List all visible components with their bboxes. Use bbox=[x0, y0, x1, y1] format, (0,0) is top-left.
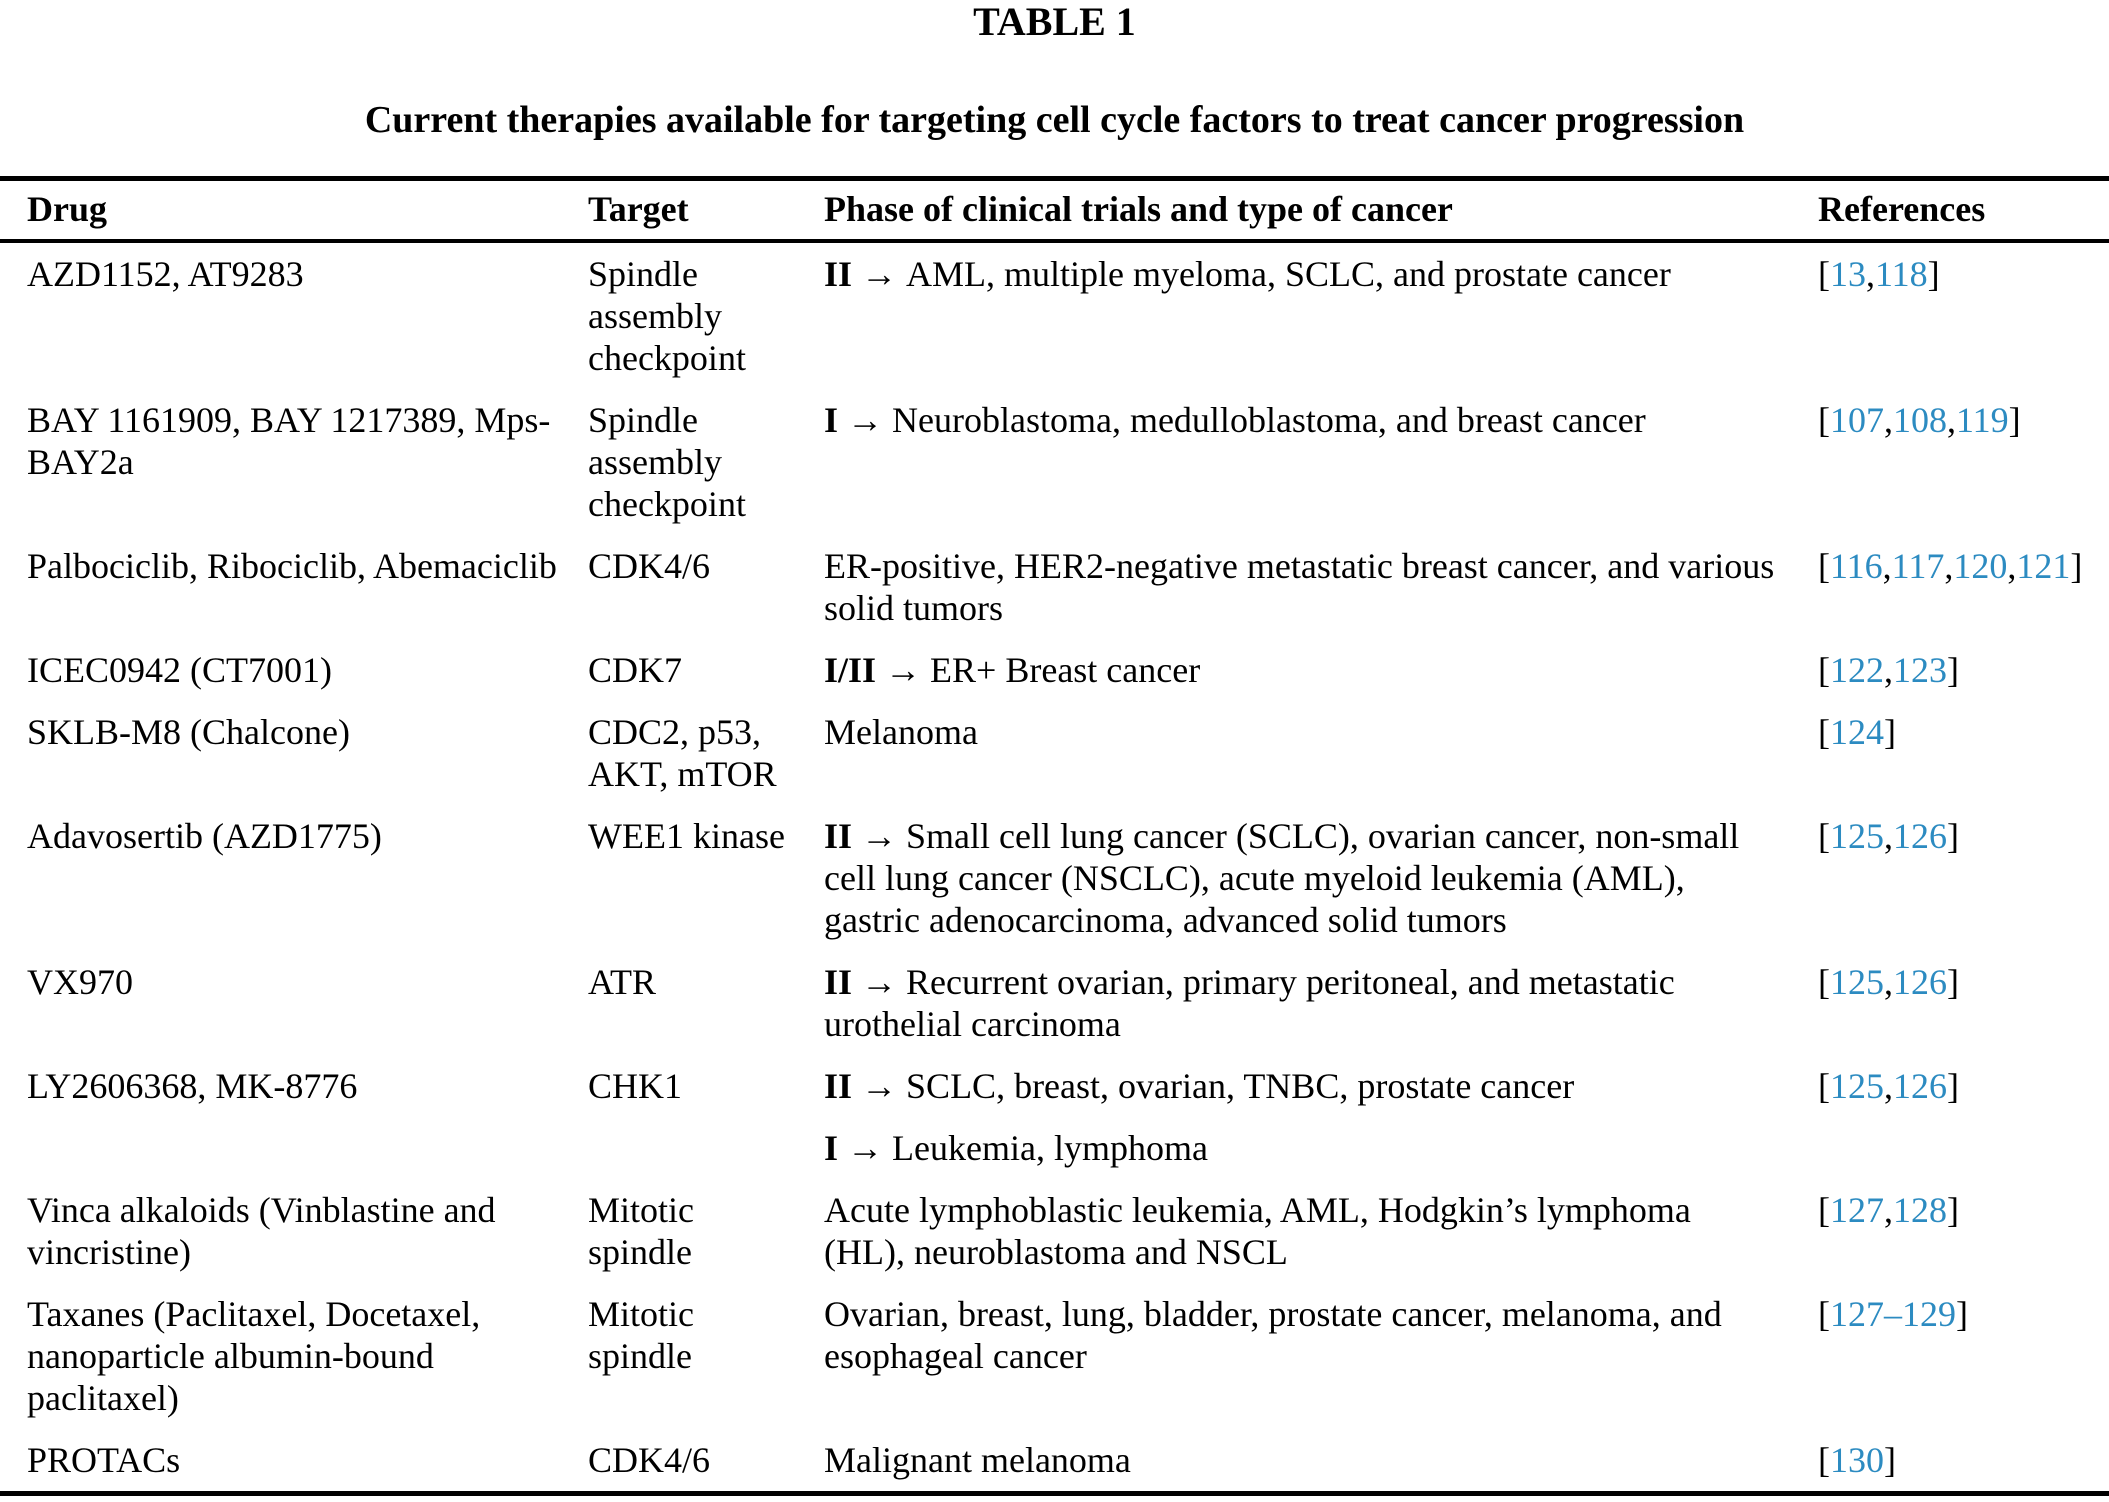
reference-link[interactable]: 127 bbox=[1830, 1190, 1884, 1230]
table-caption: Current therapies available for targeting cell cycle factors to treat cancer progression bbox=[364, 99, 1745, 141]
ref-separator: , bbox=[1944, 546, 1954, 586]
table-label: TABLE 1 bbox=[973, 0, 1136, 44]
phase-entry bbox=[824, 1189, 1779, 1273]
phase-text: Neuroblastoma, medulloblastoma, and breast cancer bbox=[892, 400, 1646, 440]
phase-text: Acute lymphoblastic leukemia, AML, Hodgkin’s lymphoma (HL), neuroblastoma and NSCL bbox=[824, 1190, 1691, 1272]
reference-link[interactable]: 125 bbox=[1830, 1066, 1884, 1106]
phase-numeral: I bbox=[824, 1128, 839, 1168]
ref-close-bracket: ] bbox=[1927, 254, 1940, 294]
phase-text: Small cell lung cancer (SCLC), ovarian cancer, non-small cell lung cancer (NSCLC), acute myeloid leukemia (AML), gastric adenocarcinoma, advanced solid tumors bbox=[824, 816, 1740, 940]
ref-close-bracket: ] bbox=[1947, 1190, 1959, 1230]
table-row bbox=[0, 241, 2109, 389]
ref-open-bracket: [ bbox=[1818, 1066, 1830, 1106]
reference-link[interactable]: 117 bbox=[1891, 546, 1945, 586]
drug-cell: Taxanes (Paclitaxel, Docetaxel, nanoparticle albumin-bound paclitaxel) bbox=[27, 1294, 481, 1418]
table-row bbox=[0, 1283, 2109, 1429]
phase-text: ER+ Breast cancer bbox=[930, 650, 1201, 690]
ref-separator: , bbox=[1884, 650, 1893, 690]
target-cell: CDK4/6 bbox=[588, 1440, 711, 1480]
references-cell bbox=[1818, 241, 2109, 389]
target-cell: WEE1 kinase bbox=[588, 816, 785, 856]
reference-link[interactable]: 116 bbox=[1830, 546, 1883, 586]
reference-link[interactable]: 13 bbox=[1830, 254, 1866, 294]
reference-link[interactable]: 123 bbox=[1893, 650, 1947, 690]
reference-link[interactable]: 126 bbox=[1893, 816, 1947, 856]
phase-arrow: → bbox=[861, 816, 898, 856]
phase-entry bbox=[824, 1439, 1779, 1481]
ref-open-bracket: [ bbox=[1818, 1190, 1830, 1230]
ref-close-bracket: ] bbox=[2008, 400, 2021, 440]
phase-arrow: → bbox=[861, 254, 898, 294]
table-body bbox=[0, 241, 2109, 1494]
reference-link[interactable]: 125 bbox=[1830, 962, 1884, 1002]
phase-text: AML, multiple myeloma, SCLC, and prostate cancer bbox=[906, 254, 1671, 294]
phase-entry bbox=[824, 711, 1779, 753]
phase-cell bbox=[824, 1283, 1818, 1429]
table-row bbox=[0, 639, 2109, 701]
reference-link[interactable]: 121 bbox=[2016, 546, 2071, 586]
target-cell: Mitotic spindle bbox=[588, 1294, 694, 1376]
references-cell bbox=[1818, 1283, 2109, 1429]
phase-entry bbox=[824, 649, 1779, 691]
reference-link[interactable]: 122 bbox=[1830, 650, 1884, 690]
references-cell bbox=[1818, 951, 2109, 1055]
phase-arrow: → bbox=[861, 962, 898, 1002]
phase-text: Recurrent ovarian, primary peritoneal, and metastatic urothelial carcinoma bbox=[824, 962, 1675, 1044]
ref-close-bracket: ] bbox=[1947, 1066, 1959, 1106]
references-cell bbox=[1818, 639, 2109, 701]
phase-entry bbox=[824, 253, 1779, 295]
reference-link[interactable]: 126 bbox=[1893, 1066, 1947, 1106]
phase-arrow: → bbox=[861, 1066, 898, 1106]
phase-text: Malignant melanoma bbox=[824, 1440, 1131, 1480]
drug-cell: LY2606368, MK-8776 bbox=[27, 1066, 358, 1106]
table-row bbox=[0, 1429, 2109, 1494]
target-cell: CHK1 bbox=[588, 1066, 683, 1106]
column-header-drug: Drug bbox=[0, 179, 588, 242]
ref-separator: , bbox=[2007, 546, 2017, 586]
target-cell: CDK7 bbox=[588, 650, 683, 690]
drug-cell: Adavosertib (AZD1775) bbox=[27, 816, 382, 856]
ref-separator: , bbox=[1866, 254, 1875, 294]
table-row bbox=[0, 1179, 2109, 1283]
ref-open-bracket: [ bbox=[1818, 962, 1830, 1002]
references-cell bbox=[1818, 1055, 2109, 1179]
ref-close-bracket: ] bbox=[1947, 816, 1959, 856]
ref-separator: , bbox=[1884, 962, 1893, 1002]
phase-text: Melanoma bbox=[824, 712, 978, 752]
ref-open-bracket: [ bbox=[1818, 712, 1830, 752]
phase-cell bbox=[824, 1179, 1818, 1283]
phase-entry bbox=[824, 1293, 1779, 1377]
references-cell bbox=[1818, 1429, 2109, 1494]
drug-cell: BAY 1161909, BAY 1217389, Mps-BAY2a bbox=[27, 400, 551, 482]
drug-cell: PROTACs bbox=[27, 1440, 181, 1480]
phase-text: SCLC, breast, ovarian, TNBC, prostate cancer bbox=[906, 1066, 1575, 1106]
ref-open-bracket: [ bbox=[1818, 650, 1830, 690]
phase-numeral: II bbox=[824, 1066, 853, 1106]
drug-cell: VX970 bbox=[27, 962, 133, 1002]
references-cell bbox=[1818, 701, 2109, 805]
header-row bbox=[0, 179, 2109, 242]
drug-cell: Palbociclib, Ribociclib, Abemaciclib bbox=[27, 546, 557, 586]
reference-link[interactable]: 126 bbox=[1893, 962, 1947, 1002]
references-cell bbox=[1818, 535, 2109, 639]
column-header-target: Target bbox=[588, 179, 824, 242]
phase-cell bbox=[824, 1055, 1818, 1179]
target-cell: CDC2, p53, AKT, mTOR bbox=[588, 712, 777, 794]
ref-separator: , bbox=[1884, 1066, 1893, 1106]
drug-cell: ICEC0942 (CT7001) bbox=[27, 650, 332, 690]
phase-cell bbox=[824, 389, 1818, 535]
table-row bbox=[0, 701, 2109, 805]
table-row bbox=[0, 389, 2109, 535]
phase-arrow: → bbox=[847, 1128, 884, 1168]
phase-cell bbox=[824, 241, 1818, 389]
references-cell bbox=[1818, 1179, 2109, 1283]
reference-link[interactable]: 108 bbox=[1893, 400, 1947, 440]
drug-cell: Vinca alkaloids (Vinblastine and vincristine) bbox=[27, 1190, 496, 1272]
table-row bbox=[0, 1055, 2109, 1179]
target-cell: CDK4/6 bbox=[588, 546, 711, 586]
table-row bbox=[0, 805, 2109, 951]
phase-numeral: I bbox=[824, 400, 839, 440]
reference-link[interactable]: 107 bbox=[1830, 400, 1884, 440]
ref-separator: , bbox=[1947, 400, 1956, 440]
phase-cell bbox=[824, 805, 1818, 951]
phase-numeral: II bbox=[824, 254, 853, 294]
phase-cell bbox=[824, 701, 1818, 805]
ref-separator: , bbox=[1884, 816, 1893, 856]
reference-link[interactable]: 128 bbox=[1893, 1190, 1947, 1230]
ref-close-bracket: ] bbox=[1947, 650, 1959, 690]
reference-link[interactable]: 120 bbox=[1953, 546, 2008, 586]
target-cell: Spindle assembly checkpoint bbox=[588, 254, 746, 378]
ref-open-bracket: [ bbox=[1818, 1440, 1830, 1480]
phase-arrow: → bbox=[885, 650, 922, 690]
target-cell: ATR bbox=[588, 962, 657, 1002]
therapies-table bbox=[0, 176, 2109, 1496]
ref-open-bracket: [ bbox=[1818, 400, 1830, 440]
phase-cell bbox=[824, 535, 1818, 639]
target-cell: Mitotic spindle bbox=[588, 1190, 694, 1272]
ref-separator: , bbox=[1882, 546, 1892, 586]
reference-link[interactable]: 127–129 bbox=[1830, 1294, 1956, 1334]
phase-entry bbox=[824, 1065, 1779, 1107]
phase-entry bbox=[824, 399, 1779, 441]
phase-text: Ovarian, breast, lung, bladder, prostate cancer, melanoma, and esophageal cancer bbox=[824, 1294, 1722, 1376]
phase-entry bbox=[824, 961, 1779, 1045]
phase-numeral: II bbox=[824, 816, 853, 856]
ref-close-bracket: ] bbox=[1947, 962, 1959, 1002]
phase-entry bbox=[824, 1127, 1779, 1169]
ref-separator: , bbox=[1884, 400, 1893, 440]
table-header bbox=[0, 179, 2109, 242]
phase-entry bbox=[824, 815, 1779, 941]
reference-link[interactable]: 125 bbox=[1830, 816, 1884, 856]
ref-close-bracket: ] bbox=[2070, 546, 2083, 586]
target-cell: Spindle assembly checkpoint bbox=[588, 400, 746, 524]
table-row bbox=[0, 951, 2109, 1055]
table-row bbox=[0, 535, 2109, 639]
ref-close-bracket: ] bbox=[1884, 712, 1896, 752]
phase-entry bbox=[824, 545, 1779, 629]
reference-link[interactable]: 118 bbox=[1875, 254, 1928, 294]
reference-link[interactable]: 119 bbox=[1956, 400, 2009, 440]
drug-cell: AZD1152, AT9283 bbox=[27, 254, 304, 294]
ref-close-bracket: ] bbox=[1956, 1294, 1968, 1334]
ref-open-bracket: [ bbox=[1818, 1294, 1830, 1334]
phase-cell bbox=[824, 951, 1818, 1055]
column-header-references: References bbox=[1818, 179, 2109, 242]
phase-cell bbox=[824, 639, 1818, 701]
phase-arrow: → bbox=[847, 400, 884, 440]
references-cell bbox=[1818, 805, 2109, 951]
reference-link[interactable]: 130 bbox=[1830, 1440, 1884, 1480]
phase-numeral: I/II bbox=[824, 650, 877, 690]
ref-close-bracket: ] bbox=[1884, 1440, 1896, 1480]
reference-link[interactable]: 124 bbox=[1830, 712, 1884, 752]
phase-text: Leukemia, lymphoma bbox=[892, 1128, 1208, 1168]
phase-text: ER-positive, HER2-negative metastatic breast cancer, and various solid tumors bbox=[824, 546, 1775, 628]
ref-open-bracket: [ bbox=[1818, 546, 1830, 586]
ref-open-bracket: [ bbox=[1818, 254, 1830, 294]
column-header-phase: Phase of clinical trials and type of cancer bbox=[824, 179, 1818, 242]
phase-cell bbox=[824, 1429, 1818, 1494]
phase-numeral: II bbox=[824, 962, 853, 1002]
references-cell bbox=[1818, 389, 2109, 535]
ref-open-bracket: [ bbox=[1818, 816, 1830, 856]
ref-separator: , bbox=[1884, 1190, 1893, 1230]
drug-cell: SKLB-M8 (Chalcone) bbox=[27, 712, 350, 752]
